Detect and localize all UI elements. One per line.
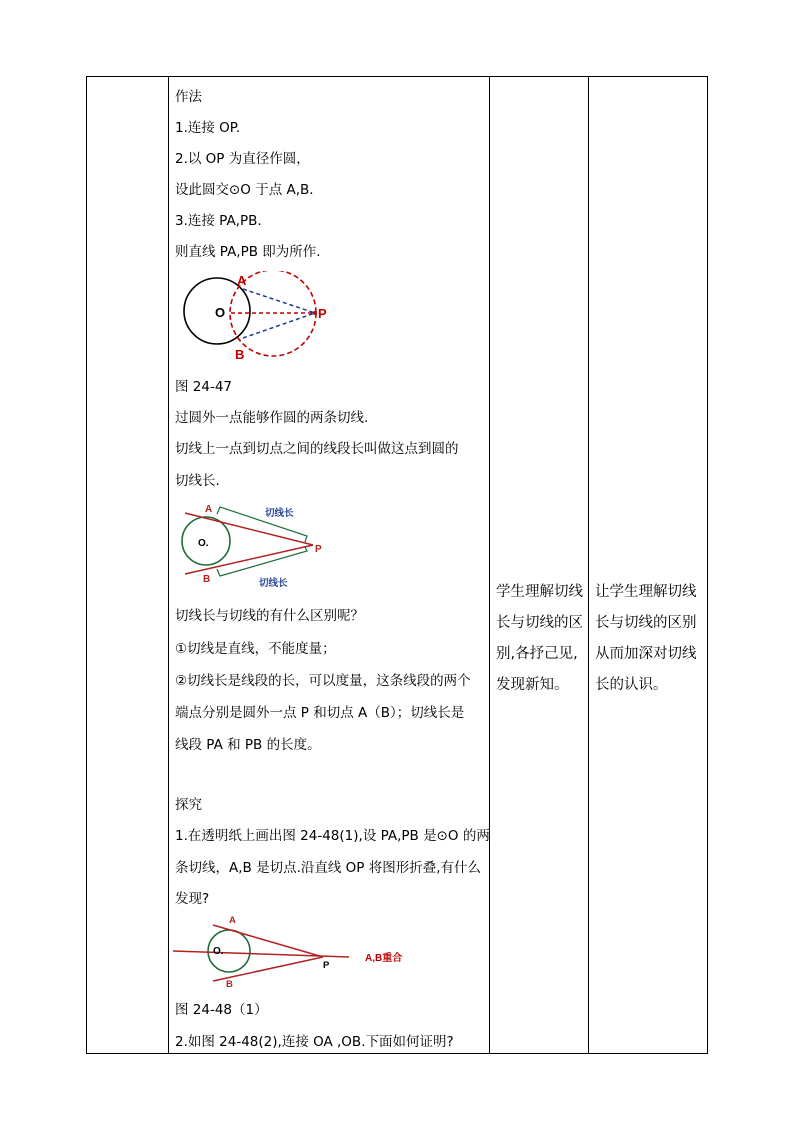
lesson-table bbox=[86, 76, 708, 1054]
label-a: A bbox=[205, 504, 213, 515]
text-line: 发现? bbox=[175, 891, 210, 907]
student-line: 学生理解切线 bbox=[496, 584, 583, 600]
text-line: 端点分别是圆外一点 P 和切点 A（B）；切线长是 bbox=[175, 705, 465, 721]
text-line: 切线上一点到切点之间的线段长叫做这点到圆的 bbox=[175, 441, 459, 457]
text-line: ②切线长是线段的长，可以度量，这条线段的两个 bbox=[175, 673, 471, 689]
figure-24-47 bbox=[179, 271, 339, 363]
label-o: O. bbox=[198, 538, 209, 549]
line-op bbox=[173, 951, 349, 957]
text-line: 则直线 PA,PB 即为所作. bbox=[175, 244, 321, 260]
text-line: 3.连接 PA,PB. bbox=[175, 213, 262, 229]
text-line: 条切线，A,B 是切点.沿直线 OP 将图形折叠,有什么 bbox=[175, 860, 482, 876]
text-line: 1.连接 OP. bbox=[175, 120, 241, 136]
point-p bbox=[313, 311, 317, 315]
label-bottom: 切线长 bbox=[259, 578, 288, 589]
label-b: B bbox=[203, 574, 211, 585]
label-coincide: A,B重合 bbox=[365, 953, 403, 964]
empty-first-column bbox=[87, 77, 168, 1053]
design-intent bbox=[595, 577, 697, 701]
label-a: A bbox=[237, 273, 247, 288]
label-a: A bbox=[229, 915, 236, 926]
segment-pb bbox=[243, 313, 315, 338]
text-line: 设此圆交⊙O 于点 A,B. bbox=[175, 182, 314, 198]
text-line: 2.以 OP 为直径作圆， bbox=[175, 151, 310, 167]
figure-caption: 图 24-47 bbox=[175, 379, 233, 395]
text-line: 切线长. bbox=[175, 473, 220, 489]
label-o: O bbox=[215, 305, 226, 320]
column-divider bbox=[489, 77, 490, 1053]
intent-line: 长的认识。 bbox=[595, 677, 668, 693]
figure-caption: 图 24-48（1） bbox=[175, 1002, 268, 1018]
text-line: 过圆外一点能够作圆的两条切线. bbox=[175, 410, 369, 426]
text-line: 线段 PA 和 PB 的长度。 bbox=[175, 737, 321, 753]
figure-tangent-length bbox=[179, 501, 339, 589]
text-line: 2.如图 24-48(2),连接 OA ,OB.下面如何证明? bbox=[175, 1034, 454, 1050]
tangent-line-b bbox=[213, 957, 323, 981]
text-line: 作法 bbox=[175, 89, 202, 105]
text-line: 切线长与切线的有什么区别呢？ bbox=[175, 608, 364, 624]
column-divider bbox=[588, 77, 589, 1053]
tangent-line-b bbox=[185, 545, 313, 574]
label-b: B bbox=[235, 347, 245, 362]
column-divider bbox=[168, 77, 169, 1053]
figure-24-48-1 bbox=[173, 913, 423, 989]
section-heading: 探究 bbox=[175, 797, 202, 813]
student-line: 别,各抒己见, bbox=[496, 646, 578, 662]
student-activity bbox=[496, 577, 583, 701]
student-line: 长与切线的区 bbox=[496, 615, 583, 631]
label-p: P bbox=[318, 306, 327, 321]
label-p: P bbox=[323, 960, 330, 971]
intent-line: 让学生理解切线 bbox=[595, 584, 697, 600]
intent-line: 长与切线的区别 bbox=[595, 615, 697, 631]
student-line: 发现新知。 bbox=[496, 677, 569, 693]
text-line: 1.在透明纸上画出图 24-48(1),设 PA,PB 是⊙O 的两 bbox=[175, 828, 490, 844]
label-o: O. bbox=[213, 946, 224, 957]
text-line: ①切线是直线，不能度量； bbox=[175, 641, 336, 657]
label-b: B bbox=[226, 979, 233, 989]
segment-pa bbox=[243, 289, 315, 313]
label-p: P bbox=[315, 544, 322, 555]
tangent-length-bracket-bottom bbox=[217, 547, 307, 576]
intent-line: 从而加深对切线 bbox=[595, 646, 697, 662]
label-top: 切线长 bbox=[265, 508, 294, 519]
